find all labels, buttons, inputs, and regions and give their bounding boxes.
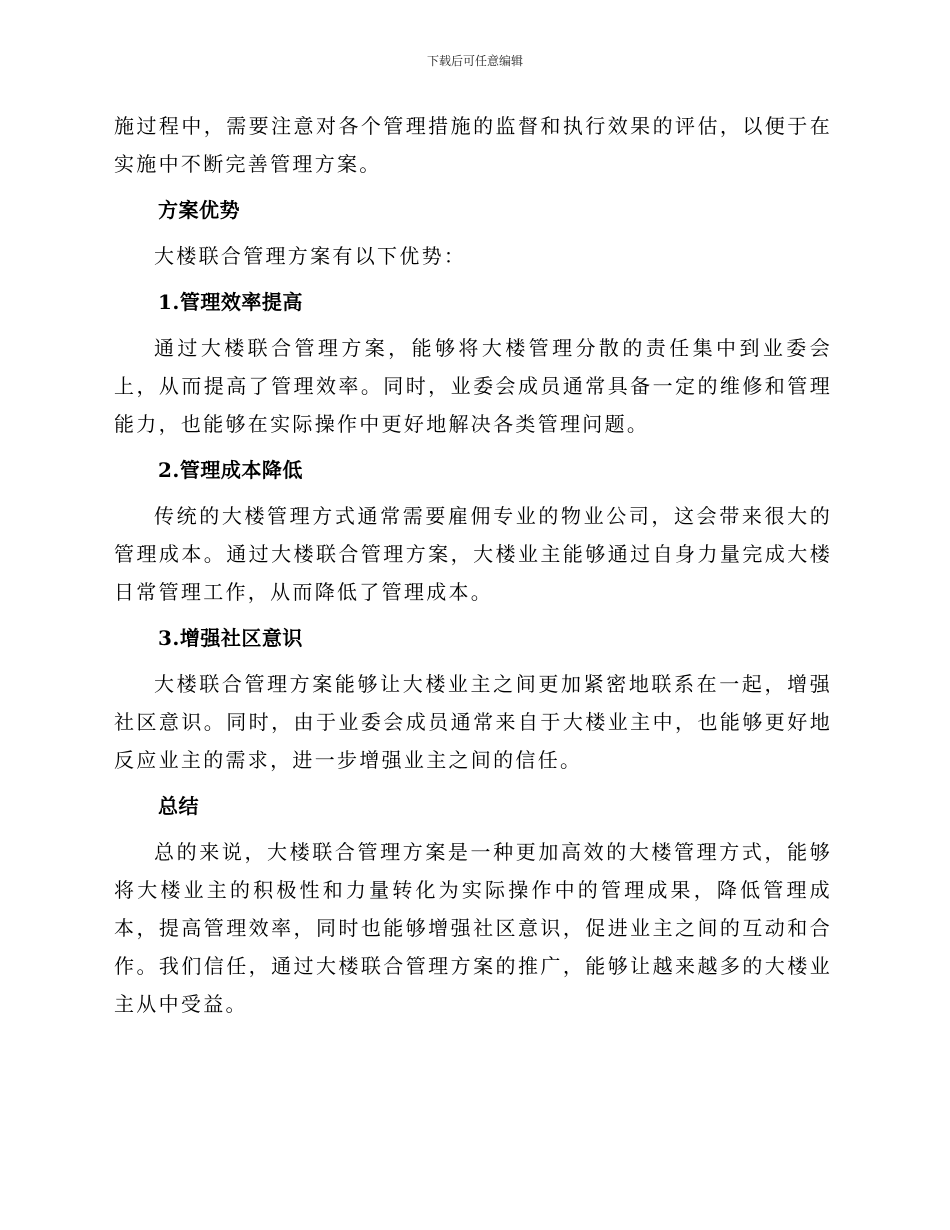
section-title-summary: 总结	[158, 794, 199, 818]
advantage-3-title: 3.增强社区意识	[158, 626, 303, 650]
advantage-3-paragraph: 大楼联合管理方案能够让大楼业主之间更加紧密地联系在一起，增强社区意识。同时，由于业委会成员通常来自于大楼业主中，也能够更好地反应业主的需求，进一步增强业主之间的信任。	[114, 672, 832, 772]
advantage-1-paragraph: 通过大楼联合管理方案，能够将大楼管理分散的责任集中到业委会上，从而提高了管理效率。同时，业委会成员通常具备一定的维修和管理能力，也能够在实际操作中更好地解决各类管理问题。	[114, 336, 832, 436]
summary-paragraph: 总的来说，大楼联合管理方案是一种更加高效的大楼管理方式，能够将大楼业主的积极性和力量转化为实际操作中的管理成果，降低管理成本，提高管理效率，同时也能够增强社区意识，促进业主之间的互动和合作。我们信任，通过大楼联合管理方案的推广，能够让越来越多的大楼业主从中受益。	[114, 840, 832, 1016]
advantages-intro-paragraph: 大楼联合管理方案有以下优势：	[154, 244, 467, 268]
document-body	[114, 107, 832, 1023]
continuation-paragraph: 施过程中，需要注意对各个管理措施的监督和执行效果的评估，以便于在实施中不断完善管理方案。	[114, 114, 832, 176]
page-header: 下载后可任意编辑	[426, 54, 523, 68]
section-title-advantages: 方案优势	[158, 198, 240, 222]
advantage-2-paragraph: 传统的大楼管理方式通常需要雇佣专业的物业公司，这会带来很大的管理成本。通过大楼联合管理方案，大楼业主能够通过自身力量完成大楼日常管理工作，从而降低了管理成本。	[114, 504, 832, 604]
advantage-2-title: 2.管理成本降低	[158, 458, 303, 482]
advantage-1-title: 1.管理效率提高	[158, 290, 303, 314]
